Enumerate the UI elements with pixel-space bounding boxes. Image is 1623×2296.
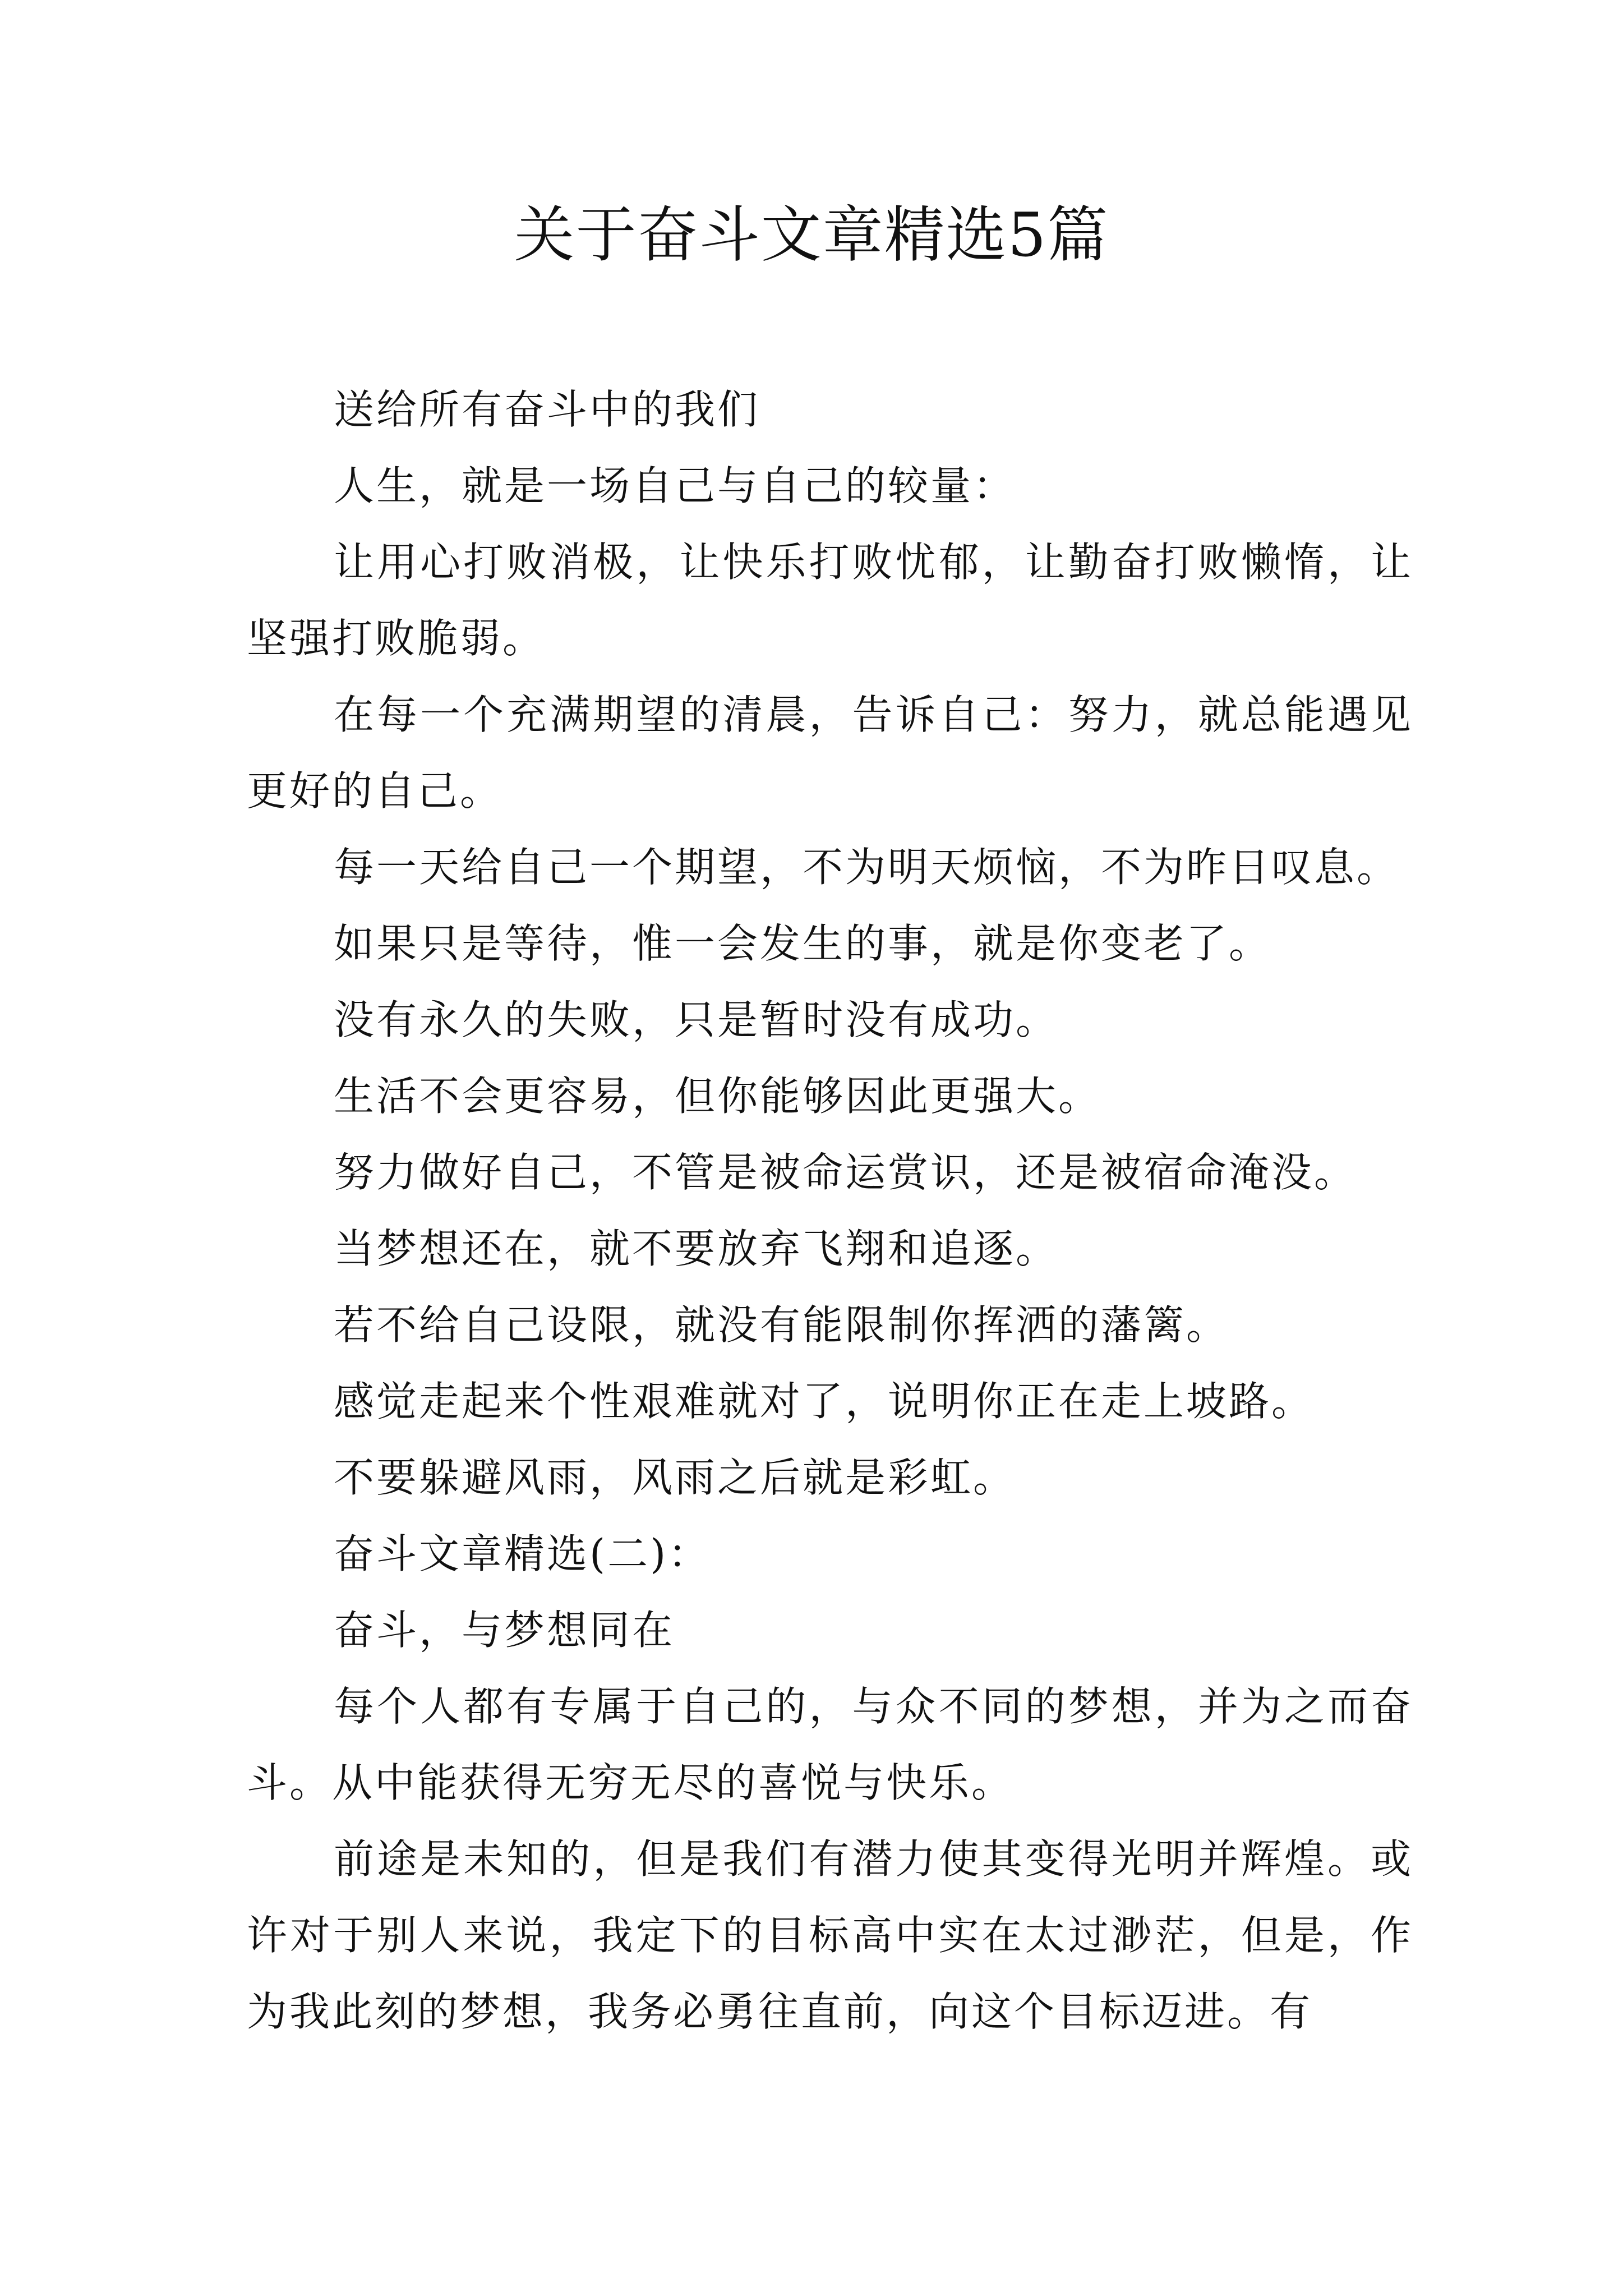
- paragraph: 感觉走起来个性艰难就对了，说明你正在走上坡路。: [334, 1378, 1315, 1425]
- paragraph: 让用心打败消极，让快乐打败忧郁，让勤奋打败懒惰，让坚强打败脆弱。: [247, 539, 1413, 662]
- paragraph: 若不给自己设限，就没有能限制你挥洒的藩篱。: [334, 1301, 1229, 1349]
- paragraph: 没有永久的失败，只是暂时没有成功。: [334, 996, 1059, 1043]
- paragraph: 送给所有奋斗中的我们: [334, 386, 760, 433]
- paragraph: 当梦想还在，就不要放弃飞翔和追逐。: [334, 1225, 1059, 1272]
- section-heading: 奋斗文章精选(二)：: [334, 1530, 711, 1577]
- paragraph: 不要躲避风雨，风雨之后就是彩虹。: [334, 1454, 1016, 1501]
- paragraph: 生活不会更容易，但你能够因此更强大。: [334, 1073, 1101, 1120]
- paragraph: 如果只是等待，惟一会发生的事，就是你变老了。: [334, 920, 1272, 967]
- paragraph: 努力做好自己，不管是被命运赏识，还是被宿命淹没。: [334, 1149, 1357, 1196]
- document-body: [247, 371, 1413, 2050]
- paragraph: 每一天给自己一个期望，不为明天烦恼，不为昨日叹息。: [334, 844, 1400, 891]
- section-subtitle: 奋斗，与梦想同在: [334, 1607, 675, 1654]
- paragraph: 在每一个充满期望的清晨，告诉自己：努力，就总能遇见更好的自己。: [247, 691, 1413, 815]
- document-title: 关于奋斗文章精选5篇: [514, 200, 1109, 270]
- paragraph: 人生，就是一场自己与自己的较量：: [334, 462, 1016, 509]
- paragraph: 前途是未知的，但是我们有潜力使其变得光明并辉煌。或许对于别人来说，我定下的目标高中实在太过渺茫，但是，作为我此刻的梦想，我务必勇往直前，向这个目标迈进。有: [247, 1835, 1413, 2035]
- paragraph: 每个人都有专属于自己的，与众不同的梦想，并为之而奋斗。从中能获得无穷无尽的喜悦与快乐。: [247, 1683, 1413, 1806]
